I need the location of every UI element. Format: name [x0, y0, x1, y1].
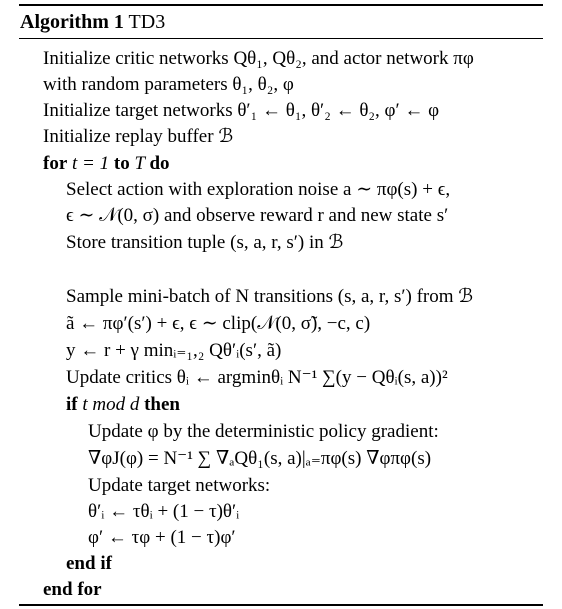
line-end-if: end if: [66, 553, 112, 574]
delay-condition: t mod d: [77, 394, 145, 415]
algorithm-top-rule: [19, 4, 543, 6]
line-if-delay: [66, 393, 180, 417]
line-soft-update-critic: θ′ᵢ ← τθᵢ + (1 − τ)θ′ᵢ: [88, 501, 240, 522]
line-init-target: Initialize target networks θ′₁ ← θ₁, θ′₂ ← θ₂, φ′ ← φ: [43, 100, 440, 121]
line-select-action-2: ϵ ∼ 𝒩(0, σ) and observe reward r and new state s′: [66, 205, 449, 226]
algorithm-header-rule: [19, 38, 543, 39]
line-init-buffer: Initialize replay buffer ℬ: [43, 126, 234, 147]
line-sample-batch: Sample mini-batch of N transitions (s, a, r, s′) from ℬ: [66, 286, 474, 307]
line-soft-update-actor: φ′ ← τφ + (1 − τ)φ′: [88, 527, 236, 548]
algorithm-title: [20, 9, 165, 35]
algorithm-bottom-rule: [19, 604, 543, 606]
line-target-action: ã ← πφ′(s′) + ϵ, ϵ ∼ clip(𝒩(0, σ̃), −c, c): [66, 313, 371, 334]
keyword-do: do: [149, 153, 170, 174]
line-update-actor-2: ∇φJ(φ) = N⁻¹ ∑ ∇ₐQθ₁(s, a)|ₐ₌πφ(s) ∇φπφ(s): [88, 448, 432, 469]
line-end-for: end for: [43, 579, 102, 600]
keyword-for: for: [43, 153, 68, 174]
line-store-transition: Store transition tuple (s, a, r, s′) in ℬ: [66, 232, 344, 253]
line-select-action-1: Select action with exploration noise a ∼ πφ(s) + ϵ,: [66, 179, 451, 200]
algorithm-label: Algorithm 1: [20, 11, 124, 33]
line-init-critic-2: with random parameters θ₁, θ₂, φ: [43, 74, 294, 95]
line-for-loop: [43, 152, 170, 176]
algorithm-name: TD3: [128, 11, 166, 33]
line-target-value: y ← r + γ minᵢ₌₁,₂ Qθ′ᵢ(s′, ã): [66, 340, 282, 361]
line-update-targets: Update target networks:: [88, 475, 271, 496]
keyword-to: to: [113, 153, 130, 174]
keyword-then: then: [144, 394, 181, 415]
line-update-critics: Update critics θᵢ ← argminθᵢ N⁻¹ ∑(y − Qθᵢ(s, a))²: [66, 367, 448, 388]
line-init-critic-1: Initialize critic networks Qθ₁, Qθ₂, and actor network πφ: [43, 48, 474, 69]
loop-range-end: T: [129, 153, 150, 174]
line-update-actor-1: Update φ by the deterministic policy gradient:: [88, 421, 439, 442]
keyword-if: if: [66, 394, 78, 415]
loop-range-start: t = 1: [67, 153, 114, 174]
